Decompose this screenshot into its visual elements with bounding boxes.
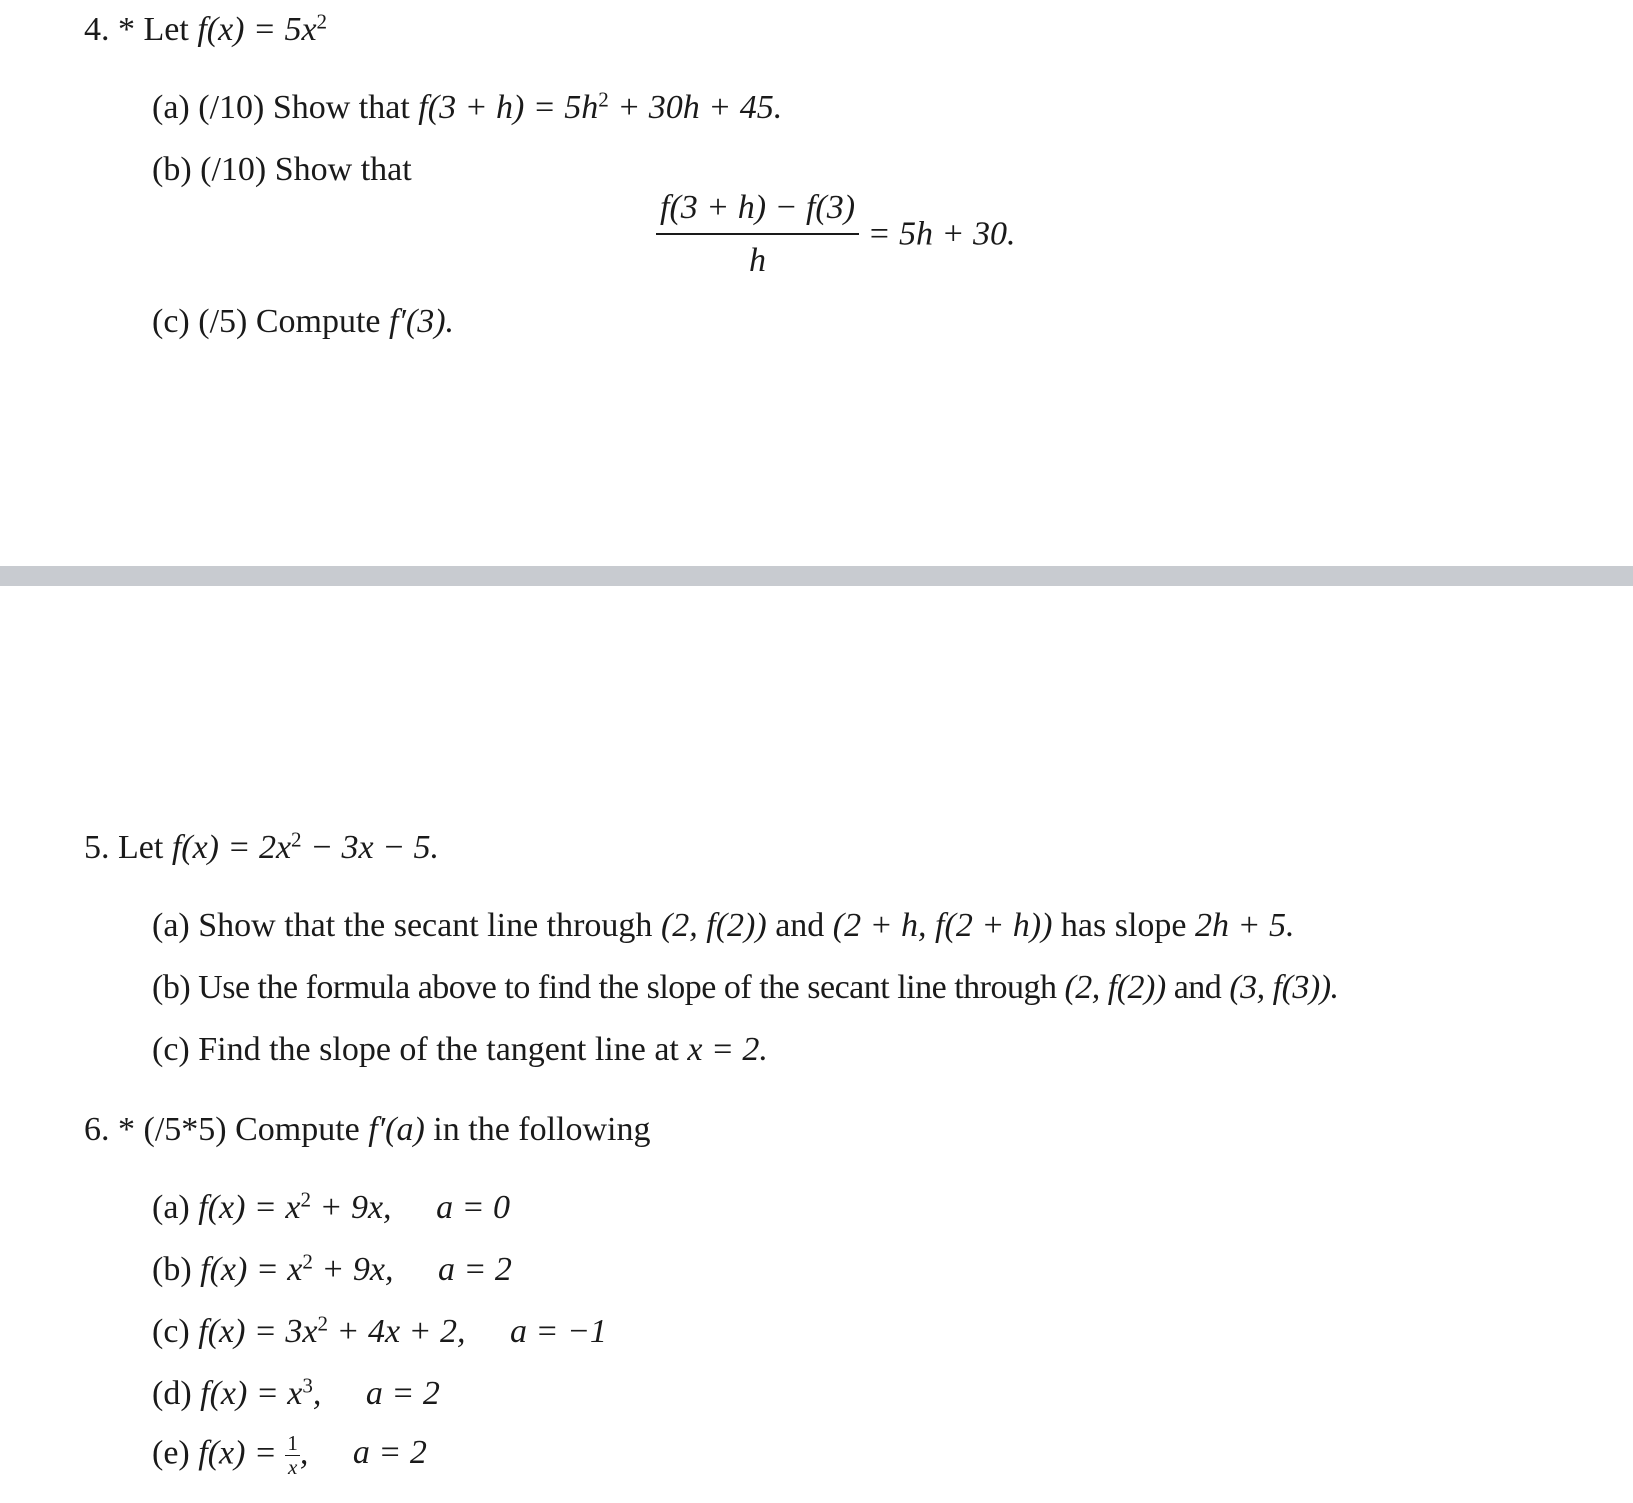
problem-4a: (a) (/10) Show that $f(3 + h) = 5h^2 + 30h + 45$.: [152, 87, 783, 126]
problem-4b: (b) (/10) Show that: [152, 151, 412, 188]
problem-6d: (d) $f(x) = x^3$, a = 2: [152, 1373, 440, 1412]
problem-6-header: 6. * (/5*5) Compute f′(a) in the following: [84, 1111, 651, 1148]
problem-6e: (e) f(x) = $\frac{1}{x}$ , a = 2: [152, 1431, 427, 1480]
problem-6a: (a) $f(x) = x^2 + 9x$, a = 0: [152, 1187, 511, 1226]
problem-5c: (c) Find the slope of the tangent line at x = 2.: [152, 1031, 768, 1068]
problem-5a: (a) Show that the secant line through (2, f(2)) and (2 + h, f(2 + h)) has slope 2h + 5.: [152, 907, 1295, 944]
difference-quotient: $\frac{f(3 + h) - f(3)}{h}$: [656, 188, 859, 280]
problem-4c: (c) (/5) Compute f′(3).: [152, 303, 455, 340]
problem-6c: (c) $f(x) = 3x^2 + 4x + 2$, a = −1: [152, 1311, 607, 1350]
problem-4-header: 4. * Let $f(x) = 5x^2$: [84, 9, 328, 48]
problem-4b-equation: $\frac{f(3 + h) - f(3)}{h}$ = 5h + 30.: [656, 188, 1015, 280]
reciprocal-fraction: $\frac{1}{x}$: [287, 1431, 298, 1480]
problem-6b: (b) $f(x) = x^2 + 9x$, a = 2: [152, 1249, 512, 1288]
problem-5b: (b) Use the formula above to find the slope of the secant line through (2, f(2)) and (3, f(3)).: [152, 969, 1339, 1006]
problem-5-header: 5. Let $f(x) = 2x^2 - 3x - 5$.: [84, 827, 440, 866]
page-divider: [0, 566, 1633, 586]
